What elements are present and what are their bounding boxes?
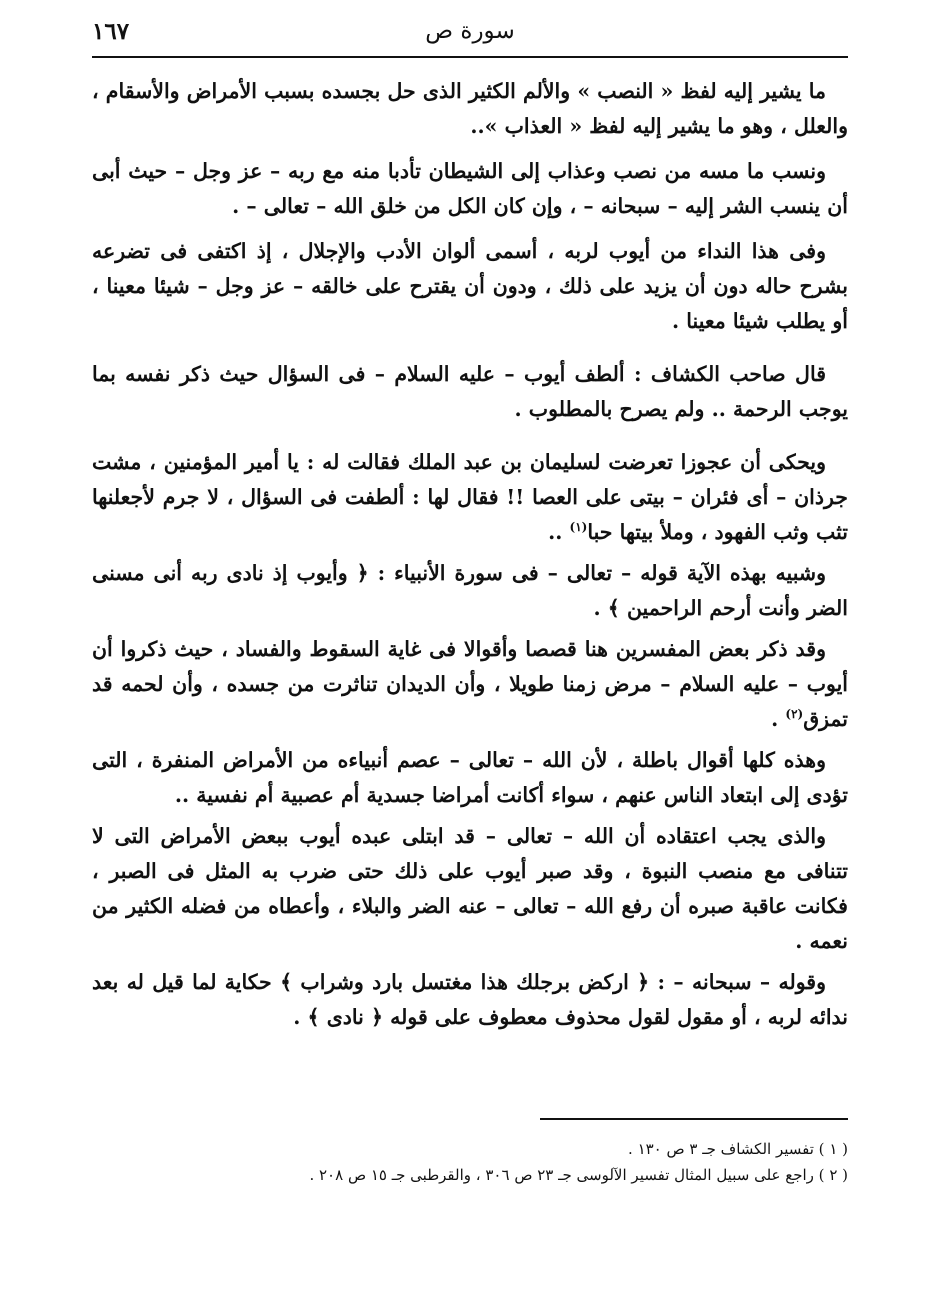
surah-title: سورة ص <box>425 18 515 44</box>
paragraph-tail: . <box>771 707 786 731</box>
paragraph-with-footnote <box>92 632 848 737</box>
paragraph: والذى يجب اعتقاده أن الله – تعالى – قد ابتلى عبده أيوب ببعض الأمراض التى لا تتنافى مع منصب النبوة ، وقد صبر أيوب على ذلك حتى ضرب به المثل فى الصبر ، فكانت عاقبة صبره أن رفع الله – تعالى – عنه الضر والبلاء ، وأعطاه من فضله الكثير من نعمه . <box>92 824 848 953</box>
footnotes <box>180 1136 848 1188</box>
page-number: ١٦٧ <box>92 18 130 45</box>
page-header <box>92 18 848 54</box>
footnote-reference: (٢) <box>785 707 804 722</box>
paragraph: قال صاحب الكشاف : ألطف أيوب – عليه السلام – فى السؤال حيث ذكر نفسه بما يوجب الرحمة .. ولم يصرح بالمطلوب . <box>92 362 848 421</box>
footnote-divider <box>540 1118 848 1120</box>
paragraph: وقوله – سبحانه – : ﴿ اركض برجلك هذا مغتسل بارد وشراب ﴾ حكاية لما قيل له بعد ندائه لربه ، أو مقول لقول محذوف معطوف على قوله ﴿ نادى ﴾ . <box>92 970 848 1029</box>
footnote-reference: (١) <box>569 520 588 535</box>
paragraph-text: ويحكى أن عجوزا تعرضت لسليمان بن عبد الملك فقالت له : يا أمير المؤمنين ، مشت جرذان – أى فئران – بيتى على العصا !! فقال لها : ألطفت فى السؤال ، لا جرم لأجعلنها تثب وثب الفهود ، وملأ بيتها حبا <box>92 450 848 544</box>
paragraph: وفى هذا النداء من أيوب لربه ، أسمى ألوان الأدب والإجلال ، إذ اكتفى فى تضرعه بشرح حاله دون أن يزيد على ذلك ، ودون أن يقترح على خالقه – عز وجل – شيئا معينا ، أو يطلب شيئا معينا . <box>92 239 848 333</box>
paragraph: ونسب ما مسه من نصب وعذاب إلى الشيطان تأدبا منه مع ربه – عز وجل – حيث أبى أن ينسب الشر إليه – سبحانه – ، وإن كان الكل من خلق الله – تعالى – . <box>92 159 848 218</box>
paragraph: ما يشير إليه لفظ « النصب » والألم الكثير الذى حل بجسده بسبب الأمراض والأسقام ، والعلل ، وهو ما يشير إليه لفظ « العذاب ».. <box>92 79 848 138</box>
footnote: ( ١ ) تفسير الكشاف جـ ٣ ص ١٣٠ . <box>628 1140 848 1158</box>
paragraph-with-footnote <box>92 445 848 550</box>
main-text <box>92 70 848 1035</box>
paragraph: وهذه كلها أقوال باطلة ، لأن الله – تعالى – عصم أنبياءه من الأمراض المنفرة ، التى تؤدى إلى ابتعاد الناس عنهم ، سواء أكانت أمراضا جسدية أم عصبية أم نفسية .. <box>92 748 848 807</box>
footnote: ( ٢ ) راجع على سبيل المثال تفسير الآلوسى جـ ٢٣ ص ٣٠٦ ، والقرطبى جـ ١٥ ص ٢٠٨ . <box>309 1166 848 1184</box>
paragraph-text: وقد ذكر بعض المفسرين هنا قصصا وأقوالا فى غاية السقوط والفساد ، حيث ذكروا أن أيوب – عليه السلام – مرض زمنا طويلا ، وأن الديدان تناثرت من جسده ، وأن لحمه قد تمزق <box>92 637 848 731</box>
paragraph-tail: .. <box>548 520 570 544</box>
header-divider <box>92 56 848 58</box>
paragraph: وشبيه بهذه الآية قوله – تعالى – فى سورة الأنبياء : ﴿ وأيوب إذ نادى ربه أنى مسنى الضر وأنت أرحم الراحمين ﴾ . <box>92 561 848 620</box>
